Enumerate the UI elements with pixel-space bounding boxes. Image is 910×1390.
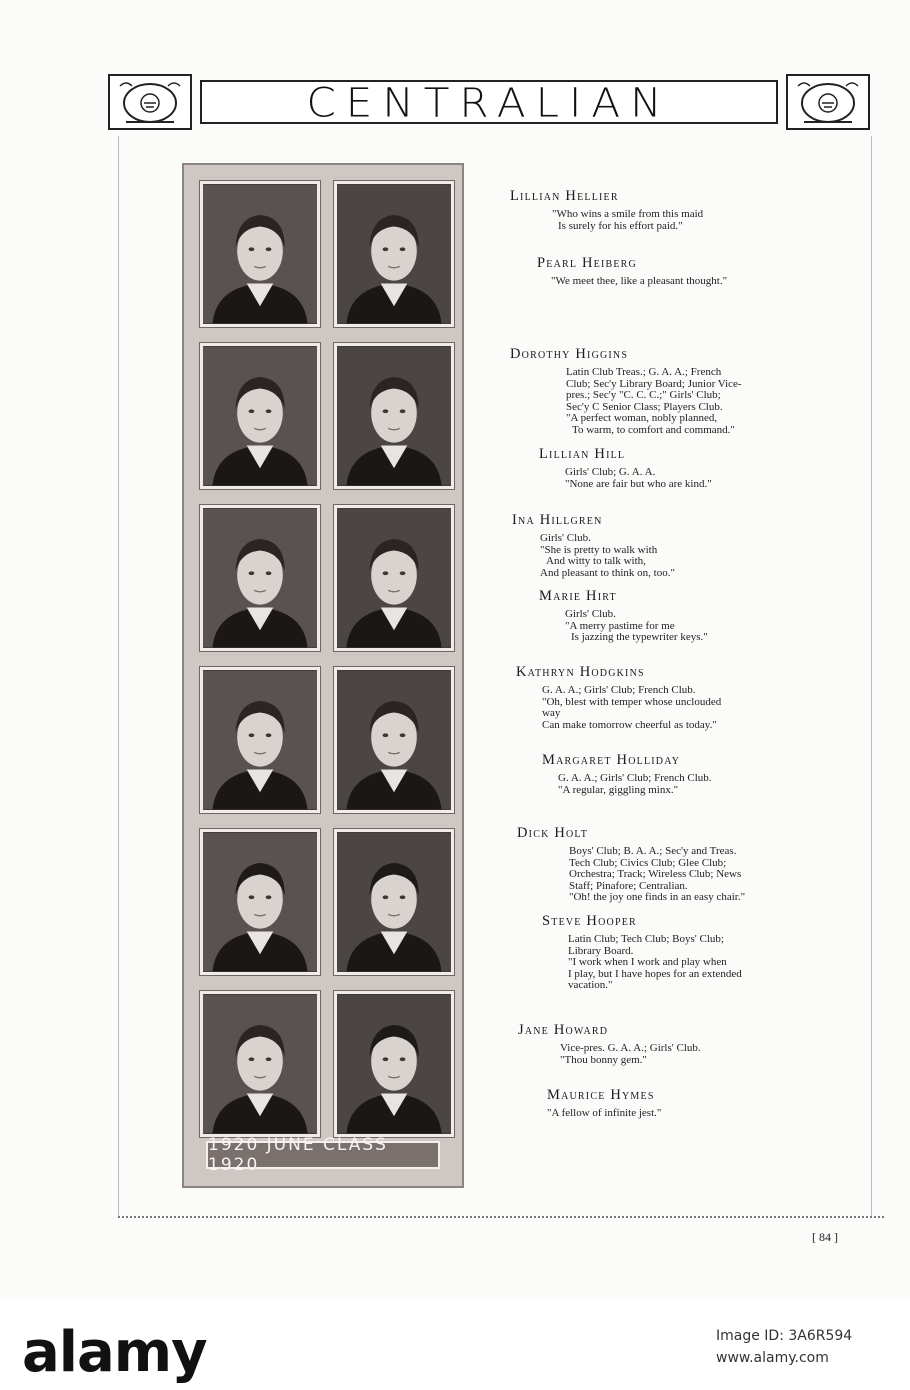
entry-line: Can make tomorrow cheerful as today." (542, 718, 717, 731)
student-name: Dorothy Higgins (510, 346, 629, 362)
student-entry (547, 1087, 661, 1120)
student-entry (510, 188, 703, 232)
student-name: Ina Hillgren (512, 512, 603, 528)
entry-line: "She is pretty to walk with (540, 543, 658, 556)
masthead-title: CENTRALIAN (306, 78, 672, 126)
entry-line: "Oh! the joy one finds in an easy chair." (569, 891, 746, 903)
student-entry (542, 913, 742, 992)
student-entry (517, 825, 745, 904)
entry-line: Girls' Club. (565, 608, 616, 620)
entry-line: Latin Club Treas.; G. A. A.; French (566, 366, 722, 378)
class-banner-text: 1920 JUNE CLASS 1920 (208, 1135, 388, 1175)
watermark-image-id: Image ID: 3A6R594 (716, 1328, 853, 1344)
entry-line: And witty to talk with, (546, 555, 646, 567)
portrait-photo (334, 829, 454, 975)
entry-line: To warm, to comfort and command." (572, 423, 735, 436)
entry-line: "None are fair but who are kind." (565, 477, 712, 490)
entry-line: "A regular, giggling minx." (558, 783, 679, 796)
entry-line: "Who wins a smile from this maid (552, 208, 704, 220)
entry-line: Sec'y C Senior Class; Players Club. (566, 400, 723, 413)
portrait-photo (334, 343, 454, 489)
entry-line: Staff; Pinafore; Centralian. (569, 879, 688, 892)
portrait-photo (334, 181, 454, 327)
watermark-site: www.alamy.com (716, 1350, 829, 1366)
portrait-photo (334, 505, 454, 651)
portrait-silhouette (337, 508, 451, 648)
student-entry (510, 346, 742, 436)
student-name: Marie Hirt (539, 588, 617, 604)
masthead (108, 74, 870, 130)
entry-line: "Thou bonny gem." (560, 1053, 647, 1066)
portrait-photo (200, 505, 320, 651)
student-name: Lillian Hellier (510, 188, 619, 204)
masthead-right-emblem (786, 74, 870, 130)
student-name: Jane Howard (518, 1022, 609, 1038)
student-name: Margaret Holliday (542, 752, 681, 768)
entry-line: Is surely for his effort paid." (558, 219, 683, 232)
portrait-silhouette (203, 832, 317, 972)
portrait-photo (334, 667, 454, 813)
entry-line: "A perfect woman, nobly planned, (566, 412, 718, 424)
entry-line: Girls' Club. (540, 532, 591, 544)
entry-line: Library Board. (568, 944, 634, 957)
portrait-silhouette (337, 346, 451, 486)
portrait-silhouette (337, 832, 451, 972)
page-number: [ 84 ] (812, 1230, 838, 1244)
entry-line: way (542, 707, 561, 719)
entry-line: I play, but I have hopes for an extended (568, 967, 742, 980)
portrait-silhouette (203, 508, 317, 648)
student-name: Dick Holt (517, 825, 589, 841)
portrait-photo (334, 991, 454, 1137)
portrait-silhouette (203, 184, 317, 324)
student-name: Lillian Hill (539, 446, 626, 462)
student-entry (516, 664, 721, 731)
entry-line: Boys' Club; B. A. A.; Sec'y and Treas. (569, 845, 737, 857)
masthead-title-box (200, 80, 778, 124)
entry-line: "I work when I work and play when (568, 956, 727, 968)
student-entry (539, 588, 708, 644)
portrait-photo (200, 667, 320, 813)
entry-line: And pleasant to think on, too." (540, 566, 675, 579)
entry-line: pres.; Sec'y "C. C. C.;" Girls' Club; (566, 389, 721, 401)
entry-line: Vice-pres. G. A. A.; Girls' Club. (560, 1042, 701, 1054)
entry-line: G. A. A.; Girls' Club; French Club. (558, 772, 712, 784)
entry-line: vacation." (568, 979, 613, 991)
entry-line: Is jazzing the typewriter keys." (571, 631, 708, 643)
entry-line: Girls' Club; G. A. A. (565, 466, 656, 478)
entry-line: G. A. A.; Girls' Club; French Club. (542, 684, 696, 696)
student-entry (542, 752, 712, 796)
entry-line: Orchestra; Track; Wireless Club; News (569, 868, 742, 880)
portrait-silhouette (203, 346, 317, 486)
portrait-silhouette (337, 670, 451, 810)
student-name: Steve Hooper (542, 913, 637, 929)
entry-line: Tech Club; Civics Club; Glee Club; (569, 856, 727, 869)
entry-line: "We meet thee, like a pleasant thought." (551, 275, 728, 287)
watermark-brand: alamy (22, 1320, 207, 1385)
portrait-silhouette (337, 184, 451, 324)
portrait-photo (200, 829, 320, 975)
portrait-photo (200, 991, 320, 1137)
entry-line: Latin Club; Tech Club; Boys' Club; (568, 933, 724, 945)
entry-line: Club; Sec'y Library Board; Junior Vice- (566, 377, 742, 390)
portrait-photo (200, 343, 320, 489)
student-entry (539, 446, 712, 490)
portrait-silhouette (337, 994, 451, 1134)
student-entry (537, 255, 727, 288)
entry-line: "Oh, blest with temper whose unclouded (542, 695, 722, 708)
student-entry (518, 1022, 701, 1066)
entry-line: "A fellow of infinite jest." (547, 1107, 662, 1119)
class-banner (206, 1135, 440, 1175)
frame-bottom-rule (118, 1216, 884, 1218)
entry-line: "A merry pastime for me (565, 619, 675, 632)
photo-panel (182, 163, 464, 1188)
student-entry (512, 512, 675, 579)
portrait-photo (200, 181, 320, 327)
portrait-silhouette (203, 670, 317, 810)
masthead-left-emblem (108, 74, 192, 130)
student-name: Maurice Hymes (547, 1087, 655, 1103)
student-name: Pearl Heiberg (537, 255, 637, 271)
portrait-silhouette (203, 994, 317, 1134)
student-name: Kathryn Hodgkins (516, 664, 645, 680)
